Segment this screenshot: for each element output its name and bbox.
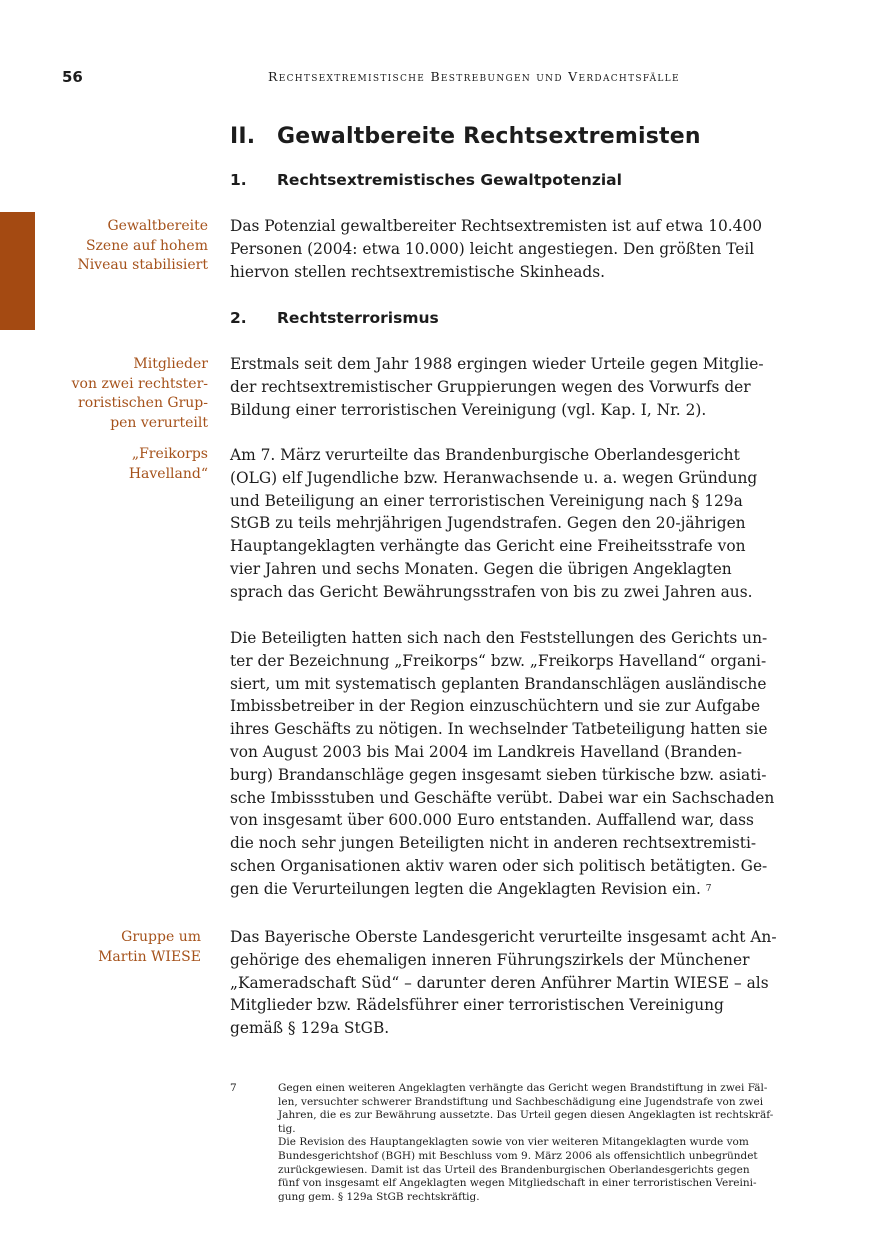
note-line: „Freikorps (131, 446, 208, 462)
footnote-line: tig. (278, 1122, 296, 1135)
chapter-title: Gewaltbereite Rechtsextremisten (277, 124, 701, 149)
text-line: Personen (2004: etwa 10.000) leicht angestiegen. Den größten Teil (230, 239, 755, 258)
text-line: Die Beteiligten hatten sich nach den Feststellungen des Gerichts un- (230, 629, 768, 647)
margin-note-violence-potential (77, 217, 208, 276)
text-line: gemäß § 129a StGB. (230, 1019, 390, 1038)
text-line: gehörige des ehemaligen inneren Führungszirkels der Münchener (230, 950, 750, 969)
section-heading-2 (230, 309, 439, 327)
text-line: und Beteiligung an einer terroristischen Vereinigung nach § 129a (230, 491, 743, 510)
footnote-line: Die Revision des Hauptangeklagten sowie von vier weiteren Mitangeklagten wurde vom (278, 1136, 749, 1149)
section-title: Rechtsextremistisches Gewaltpotenzial (277, 171, 622, 189)
text-line: vier Jahren und sechs Monaten. Gegen die übrigen Angeklagten (230, 559, 732, 578)
chapter-number: II. (230, 124, 256, 149)
note-line: pen verurteilt (110, 414, 208, 431)
note-line: Niveau stabilisiert (77, 257, 208, 274)
text-line: hiervon stellen rechtsextremistische Skinheads. (230, 262, 606, 281)
margin-note-freikorps (129, 445, 208, 484)
text-line: von insgesamt über 600.000 Euro entstanden. Auffallend war, dass (230, 811, 754, 830)
section-number: 1. (230, 171, 247, 189)
text-line: die noch sehr jungen Beteiligten nicht in anderen rechtsextremisti- (230, 834, 757, 853)
note-line: Szene auf hohem (85, 237, 208, 254)
margin-accent-bar (0, 212, 35, 330)
paragraph-first-verdicts (230, 353, 764, 421)
page-number: 56 (62, 68, 83, 86)
paragraph-violence-potential (230, 215, 762, 283)
footnote-text (278, 1082, 773, 1204)
paragraph-bavarian-verdict (230, 926, 777, 1040)
note-line: Gewaltbereite (107, 218, 208, 234)
note-line: Havelland“ (128, 465, 208, 482)
text-line: Das Potenzial gewaltbereiter Rechtsextremisten ist auf etwa 10.400 (230, 217, 763, 235)
text-line: siert, um mit systematisch geplanten Brandanschlägen ausländische (230, 674, 767, 693)
text-line: von August 2003 bis Mai 2004 im Landkreis Havelland (Branden- (230, 742, 742, 761)
section-heading-1 (230, 171, 622, 189)
text-line: StGB zu teils mehrjährigen Jugendstrafen. Gegen den 20-jährigen (230, 514, 746, 533)
footnote-line: zurückgewiesen. Damit ist das Urteil des Brandenburgischen Oberlandesgerichts gegen (278, 1163, 750, 1176)
running-title: Rechtsextremistische Bestrebungen und Verdachtsfälle (268, 69, 680, 84)
footnote-reference: 7 (705, 883, 712, 894)
footnote-line: gung gem. § 129a StGB rechtskräftig. (278, 1190, 480, 1203)
footnote-line: fünf von insgesamt elf Angeklagten wegen Mitgliedschaft in einer terroristischen Vereini- (278, 1177, 757, 1190)
text-line: sprach das Gericht Bewährungsstrafen von bis zu zwei Jahren aus. (230, 582, 753, 601)
note-line: Martin WIESE (98, 948, 201, 965)
text-line: ihres Geschäfts zu nötigen. In wechselnder Tatbeteiligung hatten sie (230, 720, 768, 739)
footnote-line: Bundesgerichtshof (BGH) mit Beschluss vom 9. März 2006 als offensichtlich unbegründet (278, 1149, 758, 1162)
text-line: sche Imbissstuben und Geschäfte verübt. Dabei war ein Sachschaden (230, 788, 775, 807)
text-line: Imbissbetreiber in der Region einzuschüchtern und sie zur Aufgabe (230, 697, 761, 716)
note-line: roristischen Grup- (78, 395, 208, 412)
paragraph-freikorps-details (230, 627, 774, 901)
text-line: gen die Verurteilungen legten die Angeklagten Revision ein. (230, 879, 701, 898)
footnote-number: 7 (230, 1082, 237, 1094)
note-line: von zwei rechtster- (71, 375, 208, 392)
footnote-line: Gegen einen weiteren Angeklagten verhängte das Gericht wegen Brandstiftung in zwei Fäl- (278, 1082, 768, 1094)
text-line: der rechtsextremistischer Gruppierungen wegen des Vorwurfs der (230, 377, 751, 396)
note-line: Mitglieder (133, 356, 208, 372)
footnote-line: len, versuchter schwerer Brandstiftung und Sachbeschädigung eine Jugendstrafe von zwei (278, 1095, 764, 1108)
margin-note-wiese-group (98, 928, 201, 967)
text-line: schen Organisationen aktiv waren oder sich politisch betätigten. Ge- (230, 856, 768, 875)
text-line: Erstmals seit dem Jahr 1988 ergingen wieder Urteile gegen Mitglie- (230, 355, 764, 373)
text-line: burg) Brandanschläge gegen insgesamt sieben türkische bzw. asiati- (230, 765, 767, 784)
text-line: (OLG) elf Jugendliche bzw. Heranwachsende u. a. wegen Gründung (230, 468, 758, 487)
text-line: Bildung einer terroristischen Vereinigung (vgl. Kap. I, Nr. 2). (230, 400, 707, 419)
paragraph-olg-verdict (230, 444, 757, 604)
text-line: ter der Bezeichnung „Freikorps“ bzw. „Freikorps Havelland“ organi- (230, 651, 767, 670)
note-line: Gruppe um (121, 929, 201, 945)
text-line: Mitglieder bzw. Rädelsführer einer terroristischen Vereinigung (230, 996, 724, 1015)
margin-note-members-convicted (72, 355, 208, 433)
footnote-line: Jahren, die es zur Bewährung aussetzte. Das Urteil gegen diesen Angeklagten ist rechtskräf- (278, 1109, 774, 1122)
text-line: Das Bayerische Oberste Landesgericht verurteilte insgesamt acht An- (230, 928, 777, 946)
section-number: 2. (230, 309, 247, 327)
chapter-heading (230, 124, 701, 149)
section-title: Rechtsterrorismus (277, 309, 439, 327)
text-line: „Kameradschaft Süd“ – darunter deren Anführer Martin WIESE – als (230, 973, 769, 992)
text-line: Am 7. März verurteilte das Brandenburgische Oberlandesgericht (230, 446, 740, 464)
text-line: Hauptangeklagten verhängte das Gericht eine Freiheitsstrafe von (230, 537, 746, 556)
